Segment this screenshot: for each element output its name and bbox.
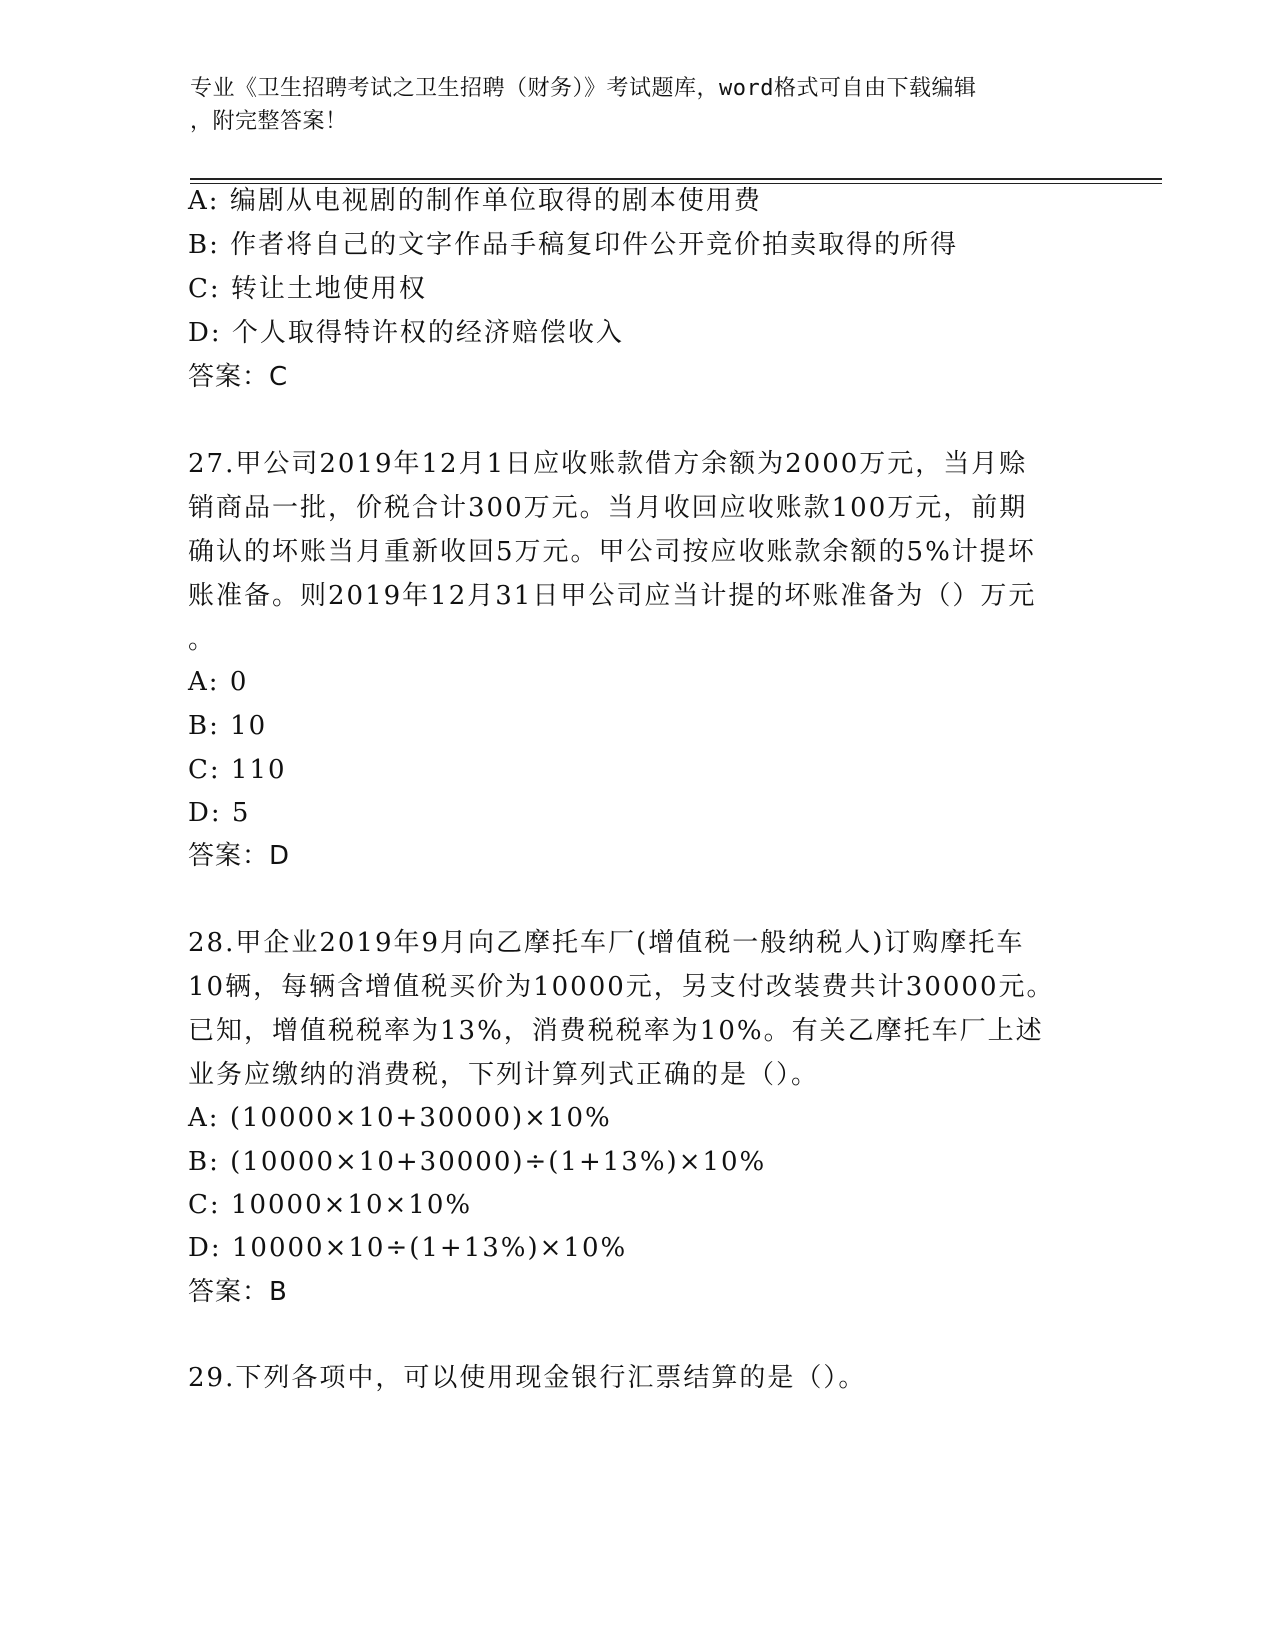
question-27-stem-line: 账准备。则2019年12月31日甲公司应当计提的坏账准备为（）万元	[188, 581, 1037, 611]
question-27-stem-line: 销商品一批，价税合计300万元。当月收回应收账款100万元，前期	[188, 493, 1028, 523]
option-d: D: 5	[188, 798, 251, 828]
option-a: A: 0	[188, 667, 249, 697]
option-a: A: 编剧从电视剧的制作单位取得的剧本使用费	[188, 186, 762, 216]
option-b: B: 作者将自己的文字作品手稿复印件公开竞价拍卖取得的所得	[188, 230, 959, 260]
header-line-1: 专业《卫生招聘考试之卫生招聘（财务）》考试题库，word格式可自由下载编辑	[190, 76, 977, 101]
question-27-stem-line: 。	[188, 625, 217, 655]
option-b: B: (10000×10+30000)÷(1+13%)×10%	[188, 1147, 767, 1177]
answer-text: 答案：C	[188, 362, 289, 392]
question-29-stem-line: 29.下列各项中，可以使用现金银行汇票结算的是（）。	[188, 1363, 867, 1393]
header-divider	[190, 178, 1162, 180]
question-28-stem-line: 已知，增值税税率为13%，消费税税率为10%。有关乙摩托车厂上述	[188, 1016, 1044, 1046]
answer-text: 答案：D	[188, 841, 291, 871]
option-c: C: 10000×10×10%	[188, 1190, 473, 1220]
option-d: D: 10000×10÷(1+13%)×10%	[188, 1233, 628, 1263]
option-a: A: (10000×10+30000)×10%	[188, 1103, 612, 1133]
question-28-stem-line: 28.甲企业2019年9月向乙摩托车厂(增值税一般纳税人)订购摩托车	[188, 928, 1025, 958]
option-d: D: 个人取得特许权的经济赔偿收入	[188, 318, 624, 348]
question-27-stem-line: 确认的坏账当月重新收回5万元。甲公司按应收账款余额的5%计提坏	[188, 537, 1036, 567]
option-b: B: 10	[188, 711, 268, 741]
answer-text: 答案：B	[188, 1277, 288, 1307]
question-27-stem-line: 27.甲公司2019年12月1日应收账款借方余额为2000万元，当月赊	[188, 449, 1028, 479]
option-c: C: 转让土地使用权	[188, 274, 427, 304]
document-header	[190, 72, 1090, 138]
question-28-stem-line: 业务应缴纳的消费税，下列计算列式正确的是（）。	[188, 1060, 820, 1090]
question-28-stem-line: 10辆，每辆含增值税买价为10000元，另支付改装费共计30000元。	[188, 972, 1055, 1002]
header-line-2: ，附完整答案！	[190, 109, 348, 134]
option-c: C: 110	[188, 755, 287, 785]
